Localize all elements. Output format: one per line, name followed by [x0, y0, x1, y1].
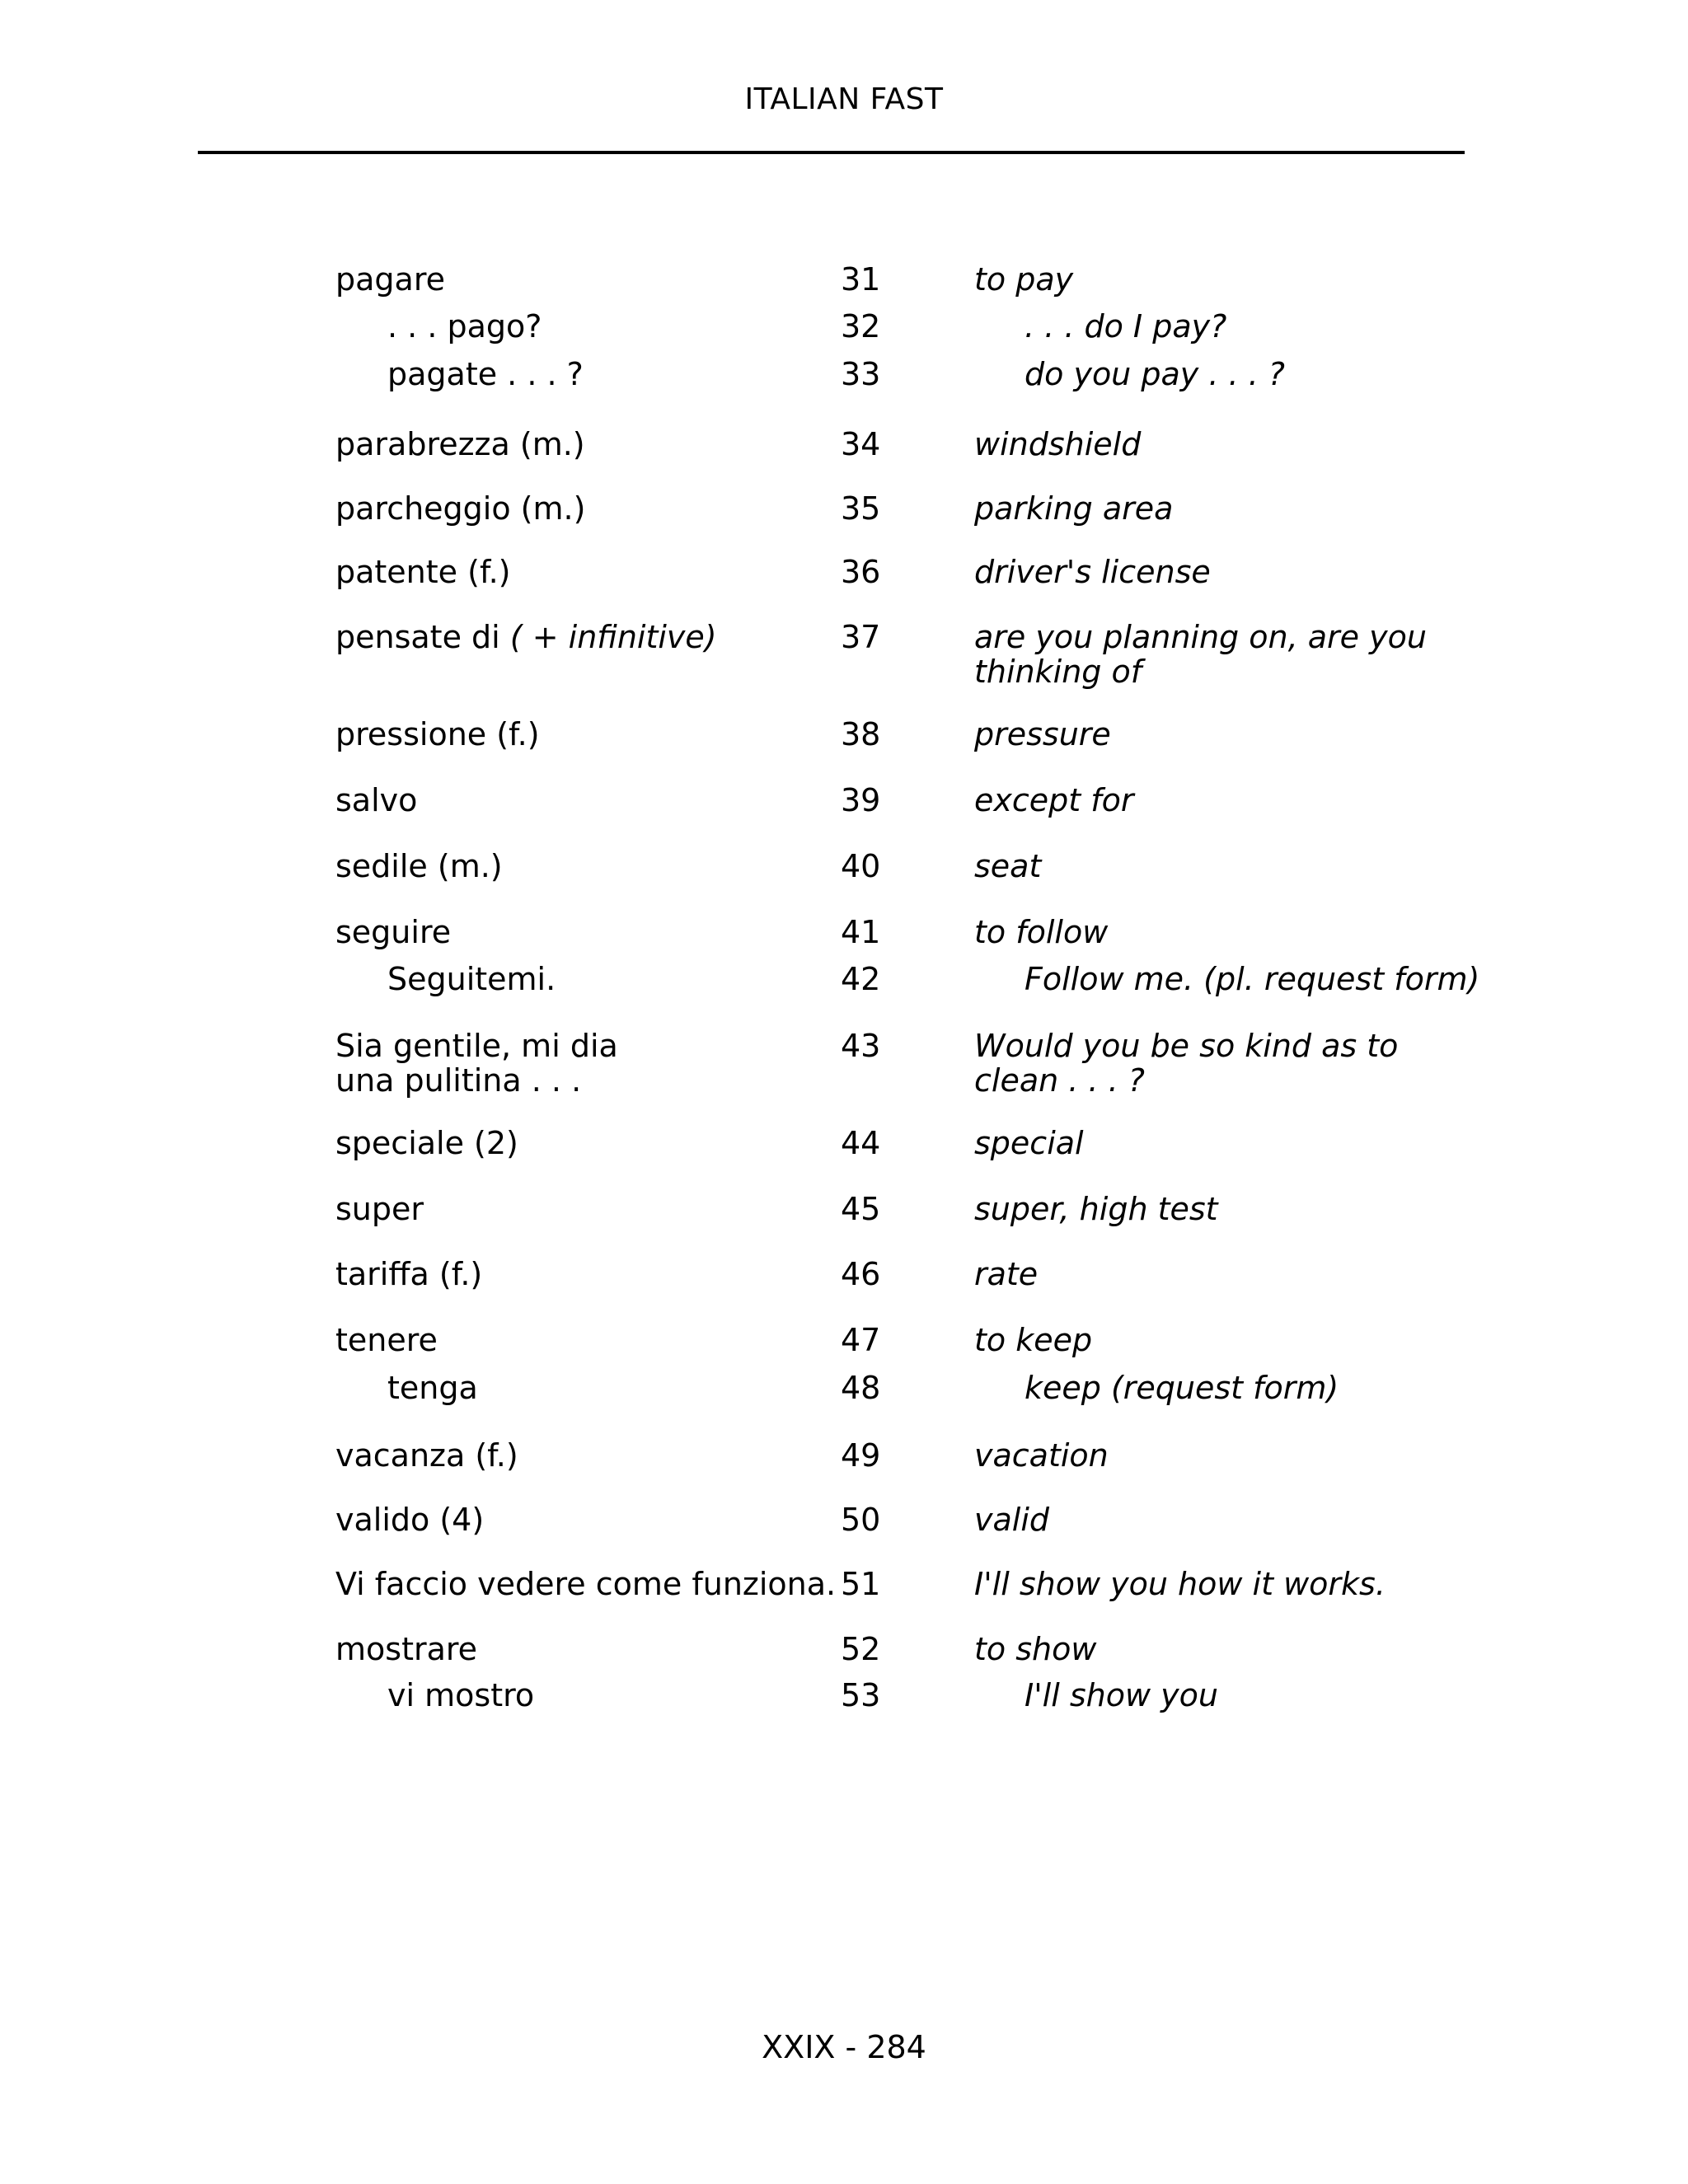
english-translation: . . . do I pay? [1025, 308, 1227, 344]
italian-term: patente (f.) [335, 554, 511, 590]
entry-number: 41 [841, 914, 881, 950]
italian-term: mostrare [335, 1631, 478, 1667]
english-line-1: are you planning on, are you [974, 619, 1427, 655]
entry-number: 53 [841, 1677, 881, 1713]
entry-number: 38 [841, 716, 881, 752]
italian-term: pressione (f.) [335, 716, 540, 752]
english-translation: vacation [974, 1437, 1109, 1474]
page-header: ITALIAN FAST [744, 82, 944, 116]
english-line-2: thinking of [974, 654, 1142, 690]
english-translation: seat [974, 848, 1042, 884]
italian-term: sedile (m.) [335, 848, 503, 884]
english-translation: keep (request form) [1025, 1370, 1339, 1406]
page-number: XXIX - 284 [762, 2029, 926, 2065]
italian-term: parcheggio (m.) [335, 490, 586, 527]
header-rule [198, 151, 1465, 154]
italian-line-2: una pulitina . . . [335, 1062, 582, 1099]
entry-number: 36 [841, 554, 881, 590]
entry-number: 40 [841, 848, 881, 884]
english-line-1: Would you be so kind as to [974, 1028, 1399, 1064]
entry-number: 52 [841, 1631, 881, 1667]
english-translation: special [974, 1125, 1084, 1161]
italian-term: tenga [387, 1370, 478, 1406]
entry-number: 43 [841, 1028, 881, 1064]
italian-line-1: Sia gentile, mi dia [335, 1028, 618, 1064]
english-translation: do you pay . . . ? [1025, 356, 1285, 392]
italian-term: super [335, 1191, 424, 1227]
italian-term: tariffa (f.) [335, 1256, 483, 1292]
entry-number: 33 [841, 356, 881, 392]
entry-number: 50 [841, 1502, 881, 1538]
english-line-2: clean . . . ? [974, 1062, 1145, 1099]
english-translation: to show [974, 1631, 1097, 1667]
italian-term: speciale (2) [335, 1125, 518, 1161]
italian-term [335, 1029, 846, 1098]
english-translation: windshield [974, 426, 1142, 462]
english-translation: to follow [974, 914, 1109, 950]
italian-term: seguire [335, 914, 452, 950]
italian-term: pagate . . . ? [387, 356, 584, 392]
english-translation: to keep [974, 1322, 1093, 1358]
english-translation: I'll show you how it works. [974, 1566, 1386, 1602]
italian-term: Seguitemi. [387, 961, 556, 997]
italian-term: Vi faccio vedere come funziona. [335, 1566, 837, 1602]
english-translation: to pay [974, 261, 1074, 298]
entry-number: 37 [841, 619, 881, 655]
entry-number: 44 [841, 1125, 881, 1161]
italian-term: salvo [335, 782, 418, 818]
italian-term: tenere [335, 1322, 438, 1358]
english-translation: Follow me. (pl. request form) [1025, 961, 1480, 997]
entry-number: 31 [841, 261, 881, 298]
entry-number: 46 [841, 1256, 881, 1292]
entry-number: 34 [841, 426, 881, 462]
italian-term-text: pensate di [335, 619, 500, 655]
english-translation: except for [974, 782, 1134, 818]
entry-number: 49 [841, 1437, 881, 1474]
entry-number: 42 [841, 961, 881, 997]
italian-term: pagare [335, 261, 445, 298]
entry-number: 48 [841, 1370, 881, 1406]
english-translation: I'll show you [1025, 1677, 1218, 1713]
english-translation: pressure [974, 716, 1111, 752]
english-translation: valid [974, 1502, 1050, 1538]
entry-number: 35 [841, 490, 881, 527]
english-translation: parking area [974, 490, 1174, 527]
english-translation: driver's license [974, 554, 1211, 590]
entry-number: 32 [841, 308, 881, 344]
grammar-note: ( + infinitive) [509, 619, 717, 655]
italian-term: . . . pago? [387, 308, 542, 344]
italian-term [335, 620, 846, 654]
italian-term: vi mostro [387, 1677, 535, 1713]
english-translation: super, high test [974, 1191, 1218, 1227]
entry-number: 39 [841, 782, 881, 818]
entry-number: 47 [841, 1322, 881, 1358]
italian-term: vacanza (f.) [335, 1437, 518, 1474]
english-translation: rate [974, 1256, 1039, 1292]
italian-term: valido (4) [335, 1502, 485, 1538]
entry-number: 45 [841, 1191, 881, 1227]
italian-term: parabrezza (m.) [335, 426, 585, 462]
english-translation [974, 620, 1485, 689]
entry-number: 51 [841, 1566, 881, 1602]
english-translation [974, 1029, 1485, 1098]
